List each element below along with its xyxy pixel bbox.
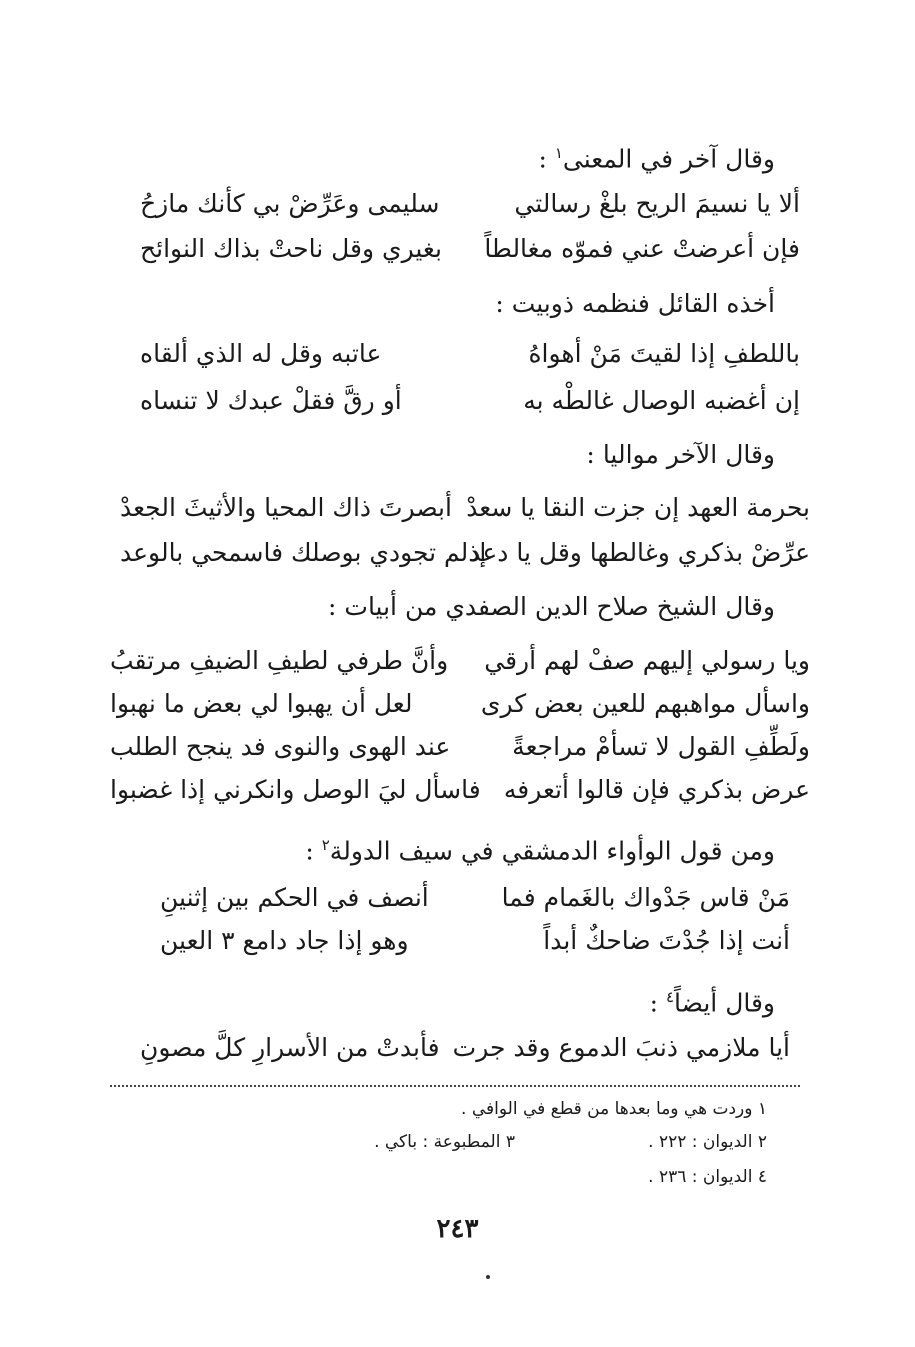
intro-text: وقال الآخر مواليا — [602, 440, 775, 469]
footnote-3: ٣ المطبوعة : باكي . — [374, 1132, 515, 1152]
intro-colon: : — [538, 144, 547, 174]
footnote-ref: ١ — [554, 144, 563, 162]
hemistich-second: إذلم تجودي بوصلك فاسمحي بالوعد — [120, 538, 487, 567]
intro-line — [115, 438, 775, 472]
verse-line — [110, 684, 810, 724]
intro-line — [115, 980, 775, 1020]
hemistich-first: عرض بذكري فإن قالوا أتعرفه — [503, 775, 810, 804]
intro-text: وقال الشيخ صلاح الدين الصفدي من أبيات — [344, 592, 775, 621]
hemistich-second: لعل أن يهبوا لي بعض ما نهبوا — [110, 689, 413, 718]
verse-line — [120, 1028, 800, 1068]
hemistich-first: عرِّضْ بذكري وغالطها وقل يا دعد — [469, 538, 810, 567]
verse-line — [120, 381, 800, 421]
footnote-ref: ٤ — [665, 988, 675, 1006]
verse-line — [110, 727, 810, 767]
hemistich-first: أيا ملازمي ذنبَ الدموع وقد جرت — [452, 1033, 790, 1062]
hemistich-first: واسأل مواهبهم للعين بعض كرى — [480, 689, 810, 718]
hemistich-second: فاسأل ليَ الوصل وانكرني إذا غضبوا — [110, 775, 481, 804]
intro-text: وقال أيضاً — [674, 988, 775, 1018]
hemistich-first: ألا يا نسيمَ الريح بلغْ رسالتي — [514, 189, 800, 218]
footnote-ref: ٢ — [321, 836, 330, 854]
intro-text: ومن قول الوأواء الدمشقي في سيف الدولة — [329, 836, 775, 866]
hemistich-second: أو رقَّ فقلْ عبدك لا تنساه — [140, 386, 402, 415]
hemistich-second: بغيري وقل ناحتْ بذاك النوائح — [140, 234, 442, 263]
footnote-2: ٢ الديوان : ٢٢٢ . — [648, 1132, 767, 1152]
intro-colon: : — [328, 592, 337, 621]
intro-colon: : — [586, 440, 595, 469]
hemistich-second: فأبدتْ من الأسرارِ كلَّ مصونِ — [140, 1033, 440, 1062]
intro-line — [115, 590, 775, 624]
verse-line — [120, 229, 800, 269]
hemistich-second: أبصرتَ ذاك المحيا والأثيثَ الجعدْ — [120, 493, 452, 522]
hemistich-second: وأنَّ طرفي لطيفِ الضيفِ مرتقبُ — [110, 646, 449, 675]
hemistich-second: وهو إذا جاد دامع ٣ العين — [160, 926, 409, 955]
footnote-4: ٤ الديوان : ٢٣٦ . — [648, 1167, 767, 1187]
intro-colon: : — [495, 289, 504, 318]
hemistich-second: عند الهوى والنوى فد ينجح الطلب — [110, 732, 451, 761]
verse-line — [120, 533, 810, 573]
intro-colon: : — [305, 836, 314, 866]
intro-text: وقال آخر في المعنى — [562, 144, 775, 174]
verse-line — [110, 641, 810, 681]
hemistich-first: ويا رسولي إليهم صفْ لهم أرقي — [484, 646, 810, 675]
verse-line — [120, 878, 800, 918]
print-dot — [486, 1275, 490, 1279]
hemistich-first: مَنْ قاس جَدْواك بالغَمام فما — [501, 883, 790, 912]
intro-line — [115, 136, 775, 176]
footnote-1: ١ وردت هي وما بعدها من قطع في الوافي . — [461, 1099, 767, 1119]
hemistich-second: عاتبه وقل له الذي ألقاه — [140, 339, 382, 368]
intro-colon: : — [649, 988, 659, 1018]
footnote-divider — [110, 1085, 800, 1087]
hemistich-first: ولَطِّفِ القول لا تسأمْ مراجعةً — [512, 732, 810, 761]
intro-line — [115, 828, 775, 868]
page-number: ٢٤٣ — [436, 1214, 479, 1244]
verse-line — [120, 334, 800, 374]
intro-line — [115, 287, 775, 321]
hemistich-first: بحرمة العهد إن جزت النقا يا سعدْ — [466, 493, 810, 522]
hemistich-first: إن أغضبه الوصال غالطْه به — [523, 386, 800, 415]
intro-text: أخذه القائل فنظمه ذوبيت — [511, 289, 775, 318]
verse-line — [110, 770, 810, 810]
verse-line — [120, 921, 800, 961]
verse-line — [120, 488, 810, 528]
verse-line — [120, 184, 800, 224]
hemistich-first: أنت إذا جُدْتَ ضاحكٌ أبداً — [543, 926, 790, 955]
hemistich-second: سليمى وعَرِّضْ بي كأنك مازحُ — [140, 189, 440, 218]
hemistich-first: فإن أعرضتْ عني فموّه مغالطاً — [484, 234, 800, 263]
hemistich-first: باللطفِ إذا لقيتَ مَنْ أهواهُ — [528, 339, 800, 368]
hemistich-second: أنصف في الحكم بين إثنينِ — [160, 883, 429, 912]
